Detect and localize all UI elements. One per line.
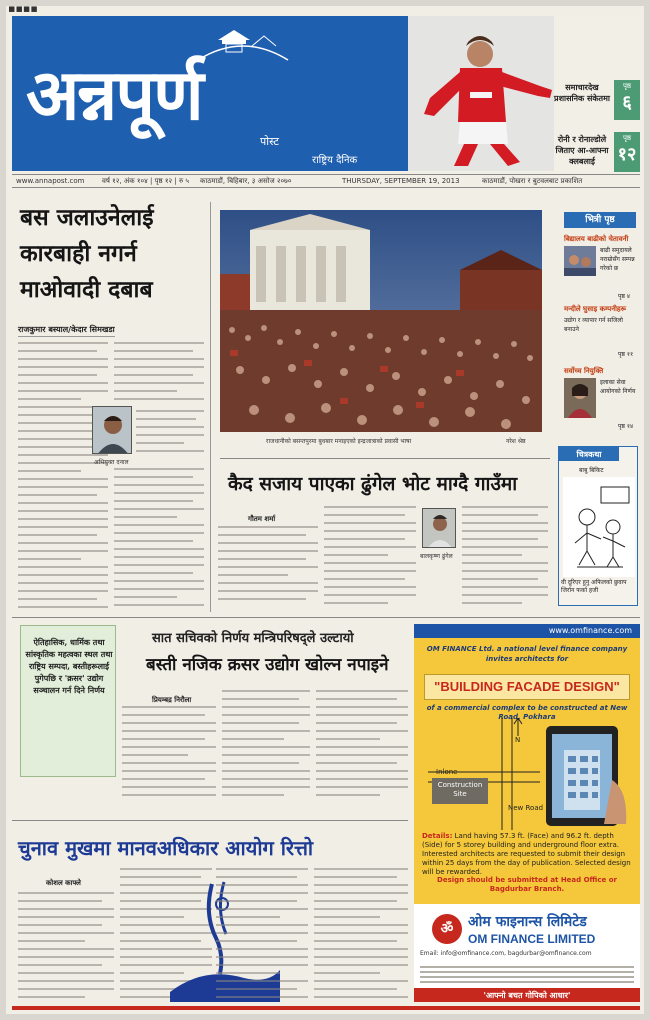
sidebar-item-title[interactable]: सर्वोच्च नियुक्ति (564, 366, 604, 375)
person-icon (423, 509, 456, 548)
main-photo-caption: राजधानीको बसन्तपुरमा बुधबार मनाइएको इन्द्रजात्राको प्रवासी भाषा (266, 438, 412, 445)
cartoon-box (558, 446, 638, 606)
cartoon-title: चित्रकथा (559, 447, 619, 461)
lead-text-col-1 (18, 342, 108, 614)
masthead (12, 16, 408, 171)
second-text-col-1 (218, 526, 318, 612)
cartoon-drawing (563, 477, 635, 577)
second-mugshot (422, 508, 456, 548)
footer-bar (12, 1006, 640, 1010)
ad-details-label: Details: (422, 832, 453, 840)
sidebar-item-text: उद्योग र व्यापार गर्न सजिलो बनाउने (564, 317, 623, 333)
lead-headline[interactable]: बस जलाउनेलाई कारबाही नगर्न माओवादी दबाब (20, 204, 154, 303)
masthead-subtitle: पोस्ट (260, 135, 279, 148)
section-rule (12, 820, 408, 821)
third-text-col-3 (316, 690, 408, 806)
main-photo[interactable] (220, 210, 542, 432)
third-byline: प्रियम्बद्र निरौला (152, 695, 192, 704)
ad-branch-table (420, 966, 634, 986)
tablet-building-illustration (542, 720, 632, 832)
promo-item[interactable] (554, 78, 640, 130)
sidebar-item-page: पृष्ठ ११ (618, 351, 634, 358)
sidebar-thumb (564, 378, 596, 418)
ad-subheadline: of a commercial complex to be constructed at New Road, Pokhara (426, 704, 628, 721)
ad-construction-site: Construction Site (432, 778, 488, 804)
cartoon-caption: वी दूरिएर हुनु अफिलको छुवाप जिर्रान फर्का हजी (561, 579, 627, 594)
promo-page-badge (614, 132, 640, 172)
fourth-text-col-1 (18, 892, 114, 1002)
om-logo-icon: ॐ (432, 914, 462, 944)
lead-text-col-2b (136, 410, 204, 458)
lead-text-col-2 (114, 342, 204, 406)
person-icon (93, 407, 132, 454)
date-nepali: काठमाडौं, बिहिबार, ३ असोज २०७० (200, 177, 292, 185)
promo-panel (554, 16, 640, 171)
masthead-tagline: राष्ट्रिय दैनिक (312, 155, 358, 166)
fourth-headline[interactable]: चुनाव मुखमा मानवअधिकार आयोग रित्तो (18, 836, 314, 860)
registration-mark: ▪▪▪▪ (8, 6, 38, 15)
sidebar-item-page: पृष्ठ १४ (618, 423, 634, 430)
portrait-illustration (564, 378, 596, 418)
third-headline[interactable]: बस्ती नजिक क्रसर उद्योग खोल्न नपाइने (146, 655, 389, 675)
cartoon-artist: बाबु बिकिट (579, 467, 604, 474)
ad-note: Design should be submitted at Head Office or Bagdurbar Branch. (437, 876, 617, 893)
sidebar-item-text: बाढी समुदायले नराम्रोसँग सम्पन्न गरेको छ (600, 247, 635, 272)
ad-headline: "BUILDING FACADE DESIGN" (424, 674, 630, 700)
lead-mug-caption: अभियुक्त दनाल (94, 459, 129, 466)
crowd-festival-illustration (220, 210, 542, 432)
second-headline[interactable]: कैद सजाय पाएका ढुंगेल भोट माग्दै गाउँमा (228, 473, 518, 495)
temple-emblem-icon (188, 26, 298, 66)
promo-page-badge (614, 80, 640, 120)
ad-details-text: Land having 57.3 ft. (Face) and 96.2 ft. depth (Side) for 5 storey building and underground floor extra. Interested architects are requested to submit their design within 25 days from the day of publication. Selected design will be rewarded. (422, 832, 631, 876)
ad-contact[interactable]: Email: info@omfinance.com, bagdurbar@omfinance.com (420, 950, 592, 957)
highlight-box (20, 625, 116, 777)
second-text-col-2 (324, 506, 416, 612)
dateline (12, 174, 640, 188)
second-mug-caption: बालकृष्ण ढुंगेल (420, 553, 453, 560)
fourth-text-col-3 (216, 868, 308, 1002)
classroom-illustration (564, 246, 596, 276)
sidebar-item-page: पृष्ठ ४ (618, 293, 630, 300)
ad-road-label: Inlone (436, 768, 458, 776)
fourth-byline: कोशल काफ्ले (46, 878, 81, 887)
promo-page-label: पृष्ठ (622, 134, 632, 142)
ad-company-name-np: ओम फाइनान्स लिमिटेड (468, 914, 587, 930)
second-byline: गौतम शर्मा (248, 514, 276, 523)
promo-page-label: पृष्ठ (622, 82, 632, 90)
footballer-photo (408, 16, 554, 171)
ad-slogan: 'आफ्नो बचत गोपिको आधार' (414, 988, 640, 1002)
sidebar-thumb (564, 246, 596, 276)
column-rule (210, 202, 211, 612)
fourth-text-col-4 (314, 868, 408, 1002)
website-url[interactable]: www.annapost.com (16, 177, 85, 185)
date-english: THURSDAY, SEPTEMBER 19, 2013 (342, 177, 460, 185)
ad-url[interactable]: www.omfinance.com (414, 624, 640, 638)
promo-page-number: १२ (617, 144, 637, 165)
ad-intro: OM FINANCE Ltd. a national level finance company invites architects for (426, 645, 628, 663)
section-rule (12, 617, 640, 618)
third-text-col-1 (122, 706, 216, 806)
sidebar-title: भित्री पृष्ठ (564, 212, 636, 228)
sidebar-item-title[interactable]: मन्दीले घुसाइ कम्पनीहरू (564, 304, 627, 313)
ad-company-name: OM FINANCE LIMITED (468, 932, 596, 946)
lead-mugshot (92, 406, 132, 454)
ad-road-label: New Road (508, 804, 544, 812)
masthead-title: अन्नपूर्ण (26, 53, 202, 136)
second-text-col-3 (462, 506, 548, 612)
highlight-box-text: ऐतिहासिक, धार्मिक तथा सांस्कृतिक महत्वका स्थल तथा राष्ट्रिय सम्पदा, बस्तीहरूलाई पुगेपछि र 'क्रसर' उद्योग सञ्चालन गर्न दिने निर्णय (25, 637, 113, 695)
sidebar-item-title[interactable]: बिद्यालय बाढीको चेतावनी (564, 234, 629, 243)
ad-company-block (414, 904, 640, 1002)
promo-text: रोनी र रोनाल्डोले जिताए आ-आफ्ना क्लबलाई (555, 134, 609, 166)
footballer-illustration (408, 16, 554, 171)
third-kicker: सात सचिवको निर्णय मन्त्रिपरिषद्ले उल्टायो (152, 631, 354, 646)
lead-text-col-2c (114, 468, 204, 614)
ad-details (422, 832, 632, 877)
svg-text:N: N (515, 736, 521, 744)
newspaper-page (6, 6, 644, 1014)
promo-text: समाचारदेख प्रशासनिक संकेतमा (554, 82, 610, 103)
issue-info: वर्ष १२, अंक १०४ | पृष्ठ १२ | रु ५ (102, 177, 190, 185)
sidebar-item-text: इलाका सेवा आयोगको निर्णय (600, 379, 636, 395)
edition-info: काठमाडौं, पोखरा र बुटवलबाट प्रकाशित (482, 177, 583, 185)
lead-byline: राजकुमार बस्याल/केदार सिमखडा (18, 324, 115, 337)
main-photo-credit: नरेश श्रेष्ठ (506, 438, 526, 445)
promo-page-number: ६ (622, 92, 632, 113)
section-rule (220, 458, 550, 459)
om-finance-ad[interactable] (414, 624, 640, 1002)
third-text-col-2 (222, 690, 310, 806)
